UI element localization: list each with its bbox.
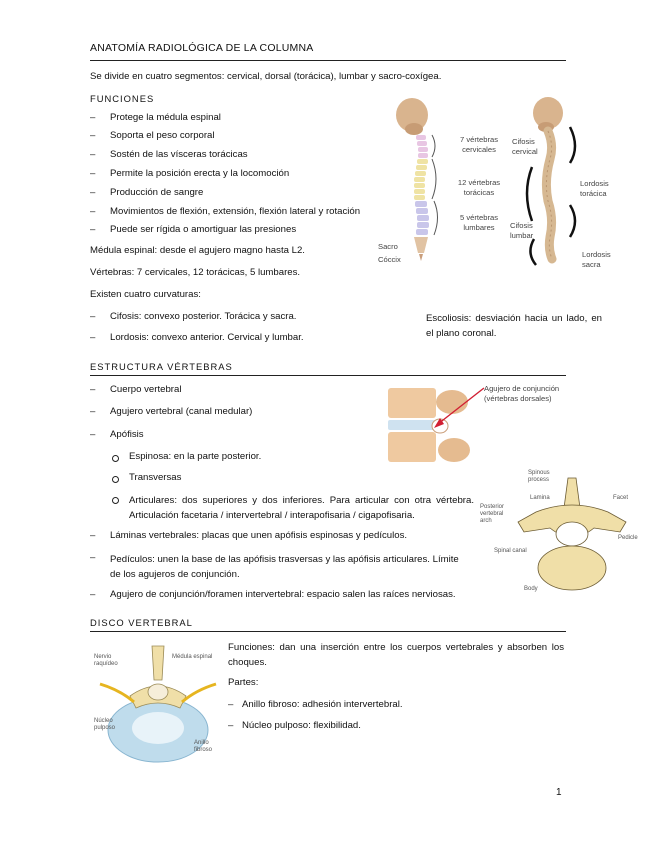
label-nervio: Nervio raquídeo: [94, 654, 118, 667]
list-item-text: Protege la médula espinal: [110, 112, 221, 123]
list-item: – Anillo fibroso: adhesión intervertebral.: [228, 699, 403, 710]
list-item-text: Sostén de las vísceras torácicas: [110, 149, 248, 160]
partes-text: Partes:: [228, 677, 259, 688]
disc-figure: [90, 640, 220, 764]
section-rule: [90, 375, 566, 376]
label-lamina: Lamina: [530, 495, 550, 501]
vertebra-figure: [476, 468, 636, 598]
bullet-circle: [112, 476, 119, 483]
disco-funciones-text: Funciones: dan una inserción entre los cuerpos vertebrales y absorben los choques.: [228, 642, 564, 668]
title-rule: [90, 60, 566, 61]
label-lordosis-toracica: Lordosis torácica: [580, 179, 609, 198]
list-item: – Núcleo pulposo: flexibilidad.: [228, 720, 361, 731]
spine-figure: [378, 93, 610, 273]
subitem-text: Transversas: [129, 472, 182, 483]
foramen-figure: [384, 380, 574, 474]
vertebra-illustration: [476, 468, 636, 598]
medula-text: Médula espinal: desde el agujero magno hasta L2.: [90, 245, 305, 256]
foramen-caption: Agujero de conjunción (vértebras dorsales): [484, 384, 560, 403]
list-item-text: Soporta el peso corporal: [110, 130, 215, 141]
list-item: – Movimientos de flexión, extensión, flexión lateral y rotación: [90, 206, 361, 217]
label-medula: Médula espinal: [172, 654, 213, 660]
label-cifosis-lumbar: Cifosis lumbar: [510, 221, 534, 240]
list-item: – Apófisis: [90, 429, 144, 440]
bullet-circle: [112, 455, 119, 462]
label-lumbares: 5 vértebras lumbares: [460, 213, 498, 232]
list-item: – Puede ser rígida o amortiguar las presiones: [90, 224, 297, 235]
label-anillo: Anillo fibroso: [194, 740, 213, 753]
list-item: – Agujero vertebral (canal medular): [90, 406, 253, 417]
label-spinous: Spinous process: [528, 470, 550, 483]
curvaturas-text: Existen cuatro curvaturas:: [90, 289, 201, 300]
subitem-text: Articulares: dos superiores y dos inferiores. Para articular con otra vértebra. Articulación facetaria / intervertebral / interapofisaria / cigapofisaria.: [129, 495, 474, 521]
list-item-text: Apófisis: [110, 429, 144, 440]
label-lordosis-sacra: Lordosis sacra: [582, 250, 611, 269]
page-title: ANATOMÍA RADIOLÓGICA DE LA COLUMNA: [90, 42, 314, 54]
list-item: – Lordosis: convexo anterior. Cervical y lumbar.: [90, 332, 304, 343]
cifosis-text: Cifosis: convexo posterior. Torácica y sacra.: [110, 311, 297, 322]
label-posterior-arch: Posterior vertebral arch: [480, 504, 505, 524]
agujero-text: Agujero de conjunción/foramen intervertebral: espacio salen las raíces nerviosas.: [110, 589, 456, 600]
list-item: – Protege la médula espinal: [90, 112, 221, 123]
list-item: –: [90, 552, 96, 563]
laminas-text: Láminas vertebrales: placas que unen apófisis espinosas y pedículos.: [110, 530, 408, 541]
list-item: – Agujero de conjunción/foramen intervertebral: espacio salen las raíces nerviosas.: [90, 589, 456, 600]
label-body: Body: [524, 586, 538, 592]
subitem-text: Espinosa: en la parte posterior.: [129, 451, 262, 462]
section-heading-disco: DISCO VERTEBRAL: [90, 617, 193, 628]
list-item: – Sostén de las vísceras torácicas: [90, 149, 248, 160]
list-item-text: Permite la posición erecta y la locomoción: [110, 168, 290, 179]
list-item: – Soporta el peso corporal: [90, 130, 215, 141]
label-coccix: Cóccix: [378, 255, 401, 264]
list-item: – Cifosis: convexo posterior. Torácica y sacra.: [90, 311, 297, 322]
arrow-icon: [424, 384, 488, 434]
label-pedicle: Pedicle: [618, 535, 638, 541]
list-item-text: Producción de sangre: [110, 187, 204, 198]
label-cifosis-cervical: Cifosis cervical: [512, 137, 538, 156]
label-nucleo: Núcleo pulposo: [94, 718, 116, 731]
vertebras-text: Vértebras: 7 cervicales, 12 torácicas, 5 lumbares.: [90, 267, 301, 278]
list-item-text: Cuerpo vertebral: [110, 384, 182, 395]
pediculos-text: Pedículos: unen la base de las apófisis trasversas y las apófisis articulares. Límite de los agujeros de conjunción.: [110, 554, 459, 580]
label-sacro: Sacro: [378, 242, 398, 251]
intro-text: Se divide en cuatro segmentos: cervical, dorsal (torácica), lumbar y sacro-coxígea.: [90, 71, 442, 82]
list-item: – Producción de sangre: [90, 187, 204, 198]
list-item-text: Anillo fibroso: adhesión intervertebral.: [242, 699, 403, 710]
label-facet: Facet: [613, 495, 629, 501]
section-heading-estructura: ESTRUCTURA VÉRTEBRAS: [90, 361, 233, 372]
section-rule: [90, 631, 566, 632]
list-item: – Láminas vertebrales: placas que unen apófisis espinosas y pedículos.: [90, 530, 408, 541]
bullet-circle: [112, 497, 119, 504]
label-toracicas: 12 vértebras torácicas: [457, 178, 501, 197]
list-item-text: Núcleo pulposo: flexibilidad.: [242, 720, 361, 731]
list-item: – Cuerpo vertebral: [90, 384, 182, 395]
list-item: – Permite la posición erecta y la locomoción: [90, 168, 290, 179]
label-spinal-canal: Spinal canal: [494, 548, 527, 554]
page-number: 1: [556, 787, 562, 798]
list-item-text: Movimientos de flexión, extensión, flexión lateral y rotación: [110, 206, 361, 217]
lordosis-text: Lordosis: convexo anterior. Cervical y lumbar.: [110, 332, 304, 343]
list-item-text: Puede ser rígida o amortiguar las presiones: [110, 224, 297, 235]
label-cervicales: 7 vértebras cervicales: [460, 135, 498, 154]
escoliosis-text: Escoliosis: desviación hacia un lado, en el plano coronal.: [426, 313, 602, 339]
list-item-text: Agujero vertebral (canal medular): [110, 406, 253, 417]
section-heading-funciones: FUNCIONES: [90, 93, 155, 104]
